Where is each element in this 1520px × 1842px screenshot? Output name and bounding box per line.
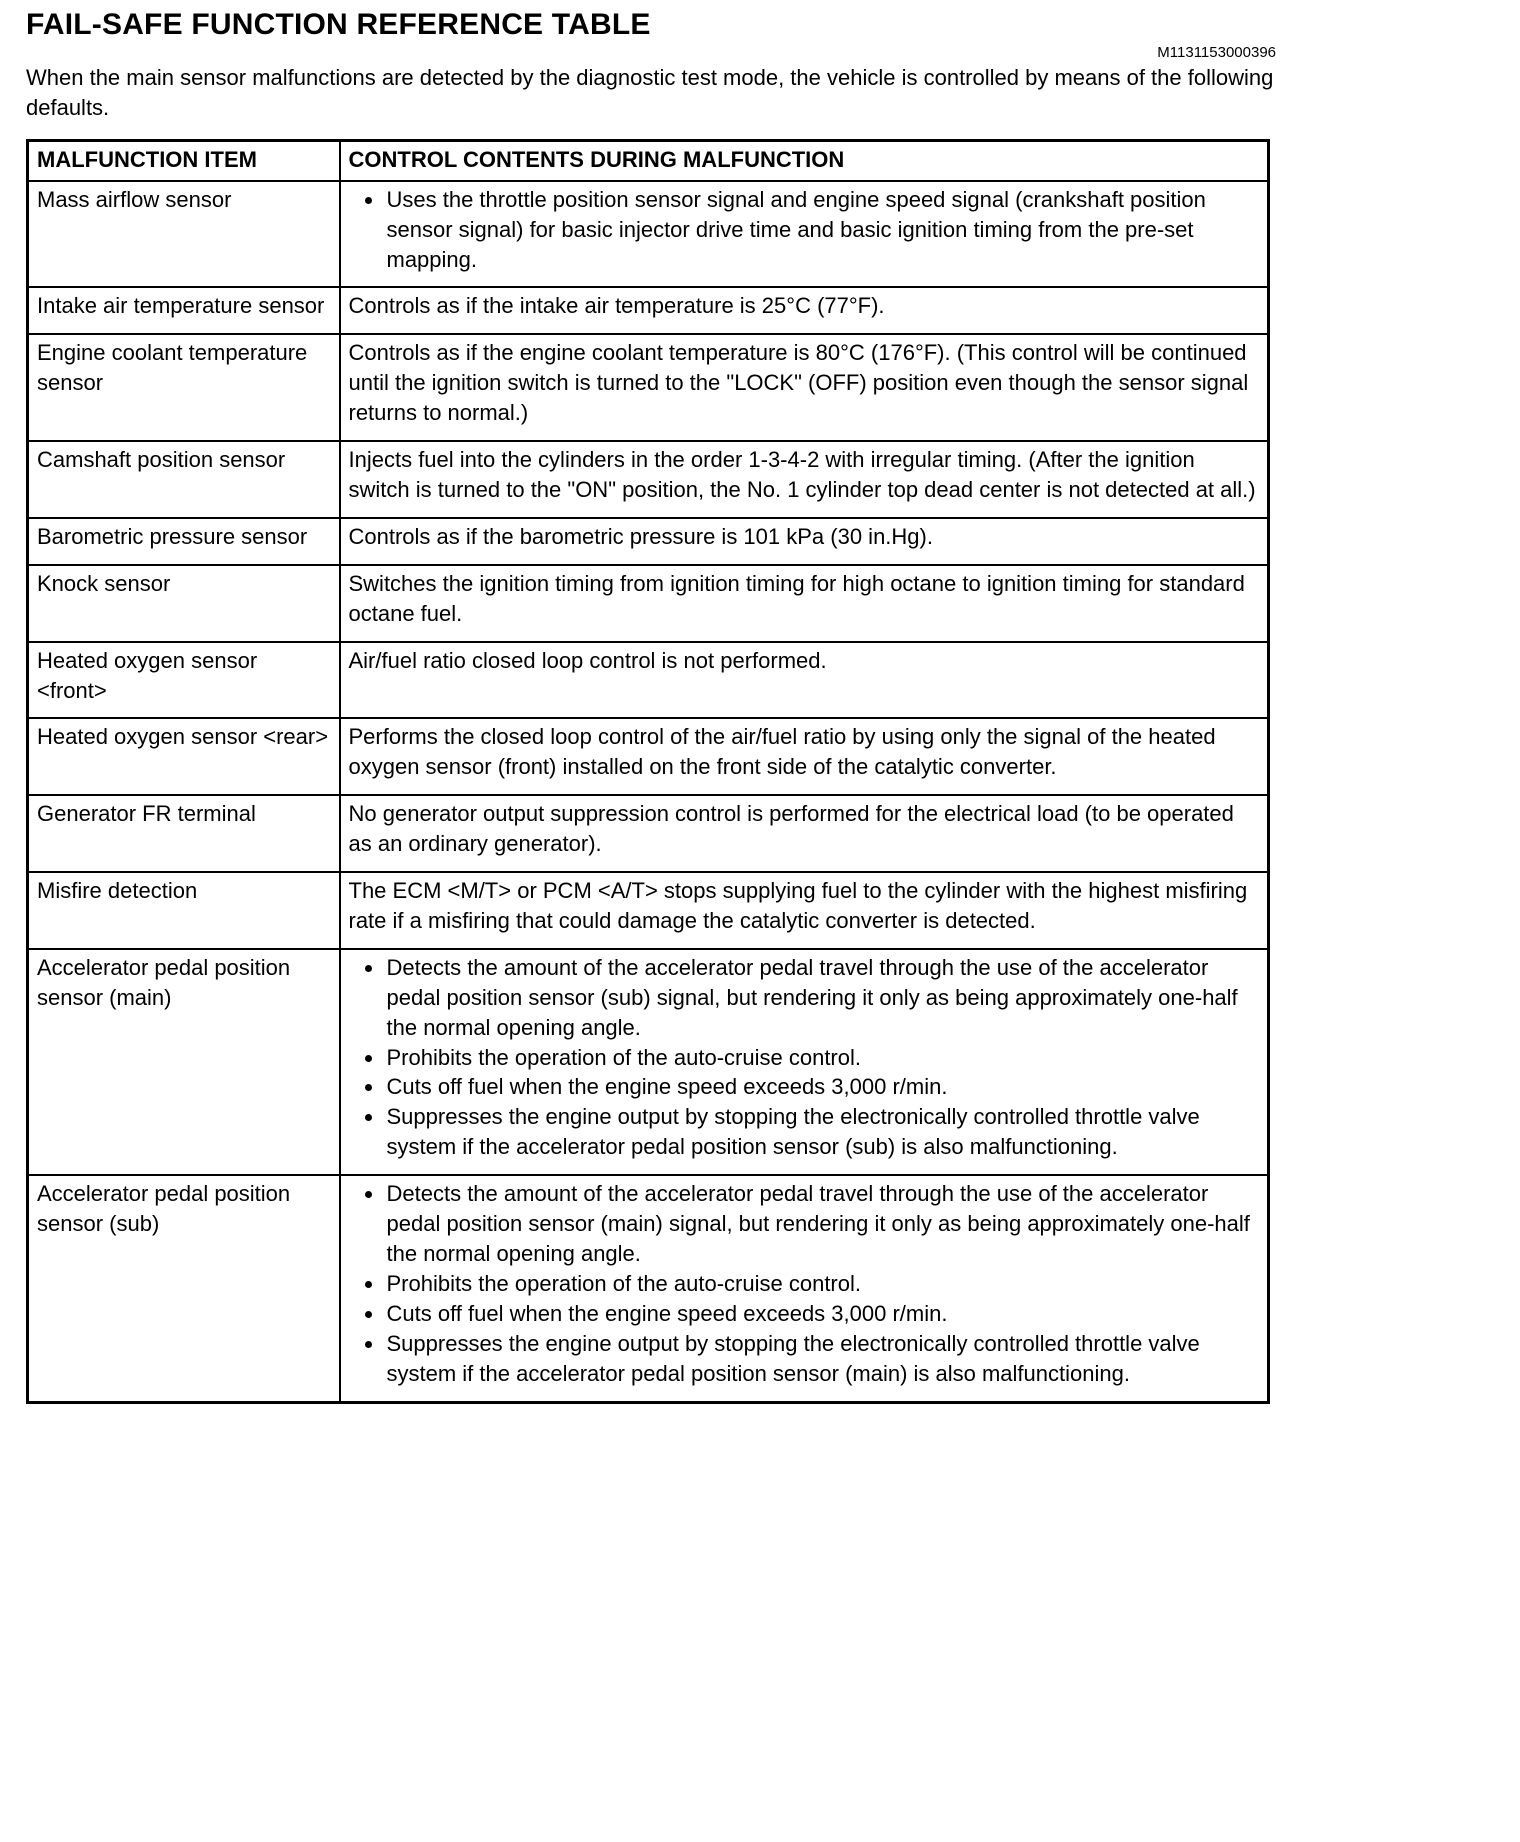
- control-contents: Controls as if the barometric pressure is 101 kPa (30 in.Hg).: [340, 518, 1269, 565]
- control-contents: Controls as if the intake air temperature is 25°C (77°F).: [340, 287, 1269, 334]
- fail-safe-table: [26, 139, 1270, 1404]
- table-row: [28, 565, 1269, 642]
- page-title: FAIL-SAFE FUNCTION REFERENCE TABLE: [26, 8, 651, 41]
- malfunction-item: Camshaft position sensor: [28, 441, 340, 518]
- malfunction-item: Heated oxygen sensor <front>: [28, 642, 340, 719]
- intro-text: When the main sensor malfunctions are detected by the diagnostic test mode, the vehicle is controlled by means of the following defaults.: [26, 65, 1274, 120]
- document-page: [26, 0, 1276, 1404]
- bullet-item: • Cuts off fuel when the engine speed exceeds 3,000 r/min.: [385, 1299, 1258, 1329]
- control-contents: The ECM <M/T> or PCM <A/T> stops supplying fuel to the cylinder with the highest misfiring rate if a misfiring that could damage the catalytic converter is detected.: [340, 872, 1269, 949]
- bullet-item: • Detects the amount of the accelerator pedal travel through the use of the accelerator pedal position sensor (sub) signal, but rendering it only as being approximately one-half the normal opening angle.: [385, 953, 1258, 1043]
- table-row: [28, 642, 1269, 719]
- bullet-item: • Detects the amount of the accelerator pedal travel through the use of the accelerator pedal position sensor (main) signal, but rendering it only as being approximately one-half the normal opening angle.: [385, 1179, 1258, 1269]
- table-row: [28, 872, 1269, 949]
- malfunction-item: Heated oxygen sensor <rear>: [28, 718, 340, 795]
- malfunction-item: Engine coolant temperature sensor: [28, 334, 340, 441]
- malfunction-item: Accelerator pedal position sensor (sub): [28, 1175, 340, 1402]
- bullet-list: [349, 953, 1258, 1162]
- malfunction-item: Intake air temperature sensor: [28, 287, 340, 334]
- control-contents: No generator output suppression control is performed for the electrical load (to be operated as an ordinary generator).: [340, 795, 1269, 872]
- bullet-item: • Suppresses the engine output by stopping the electronically controlled throttle valve system if the accelerator pedal position sensor (main) is also malfunctioning.: [385, 1329, 1258, 1389]
- malfunction-item: Barometric pressure sensor: [28, 518, 340, 565]
- malfunction-item: Mass airflow sensor: [28, 181, 340, 288]
- malfunction-item: Generator FR terminal: [28, 795, 340, 872]
- bullet-list: [349, 185, 1258, 275]
- col-header-control-contents: CONTROL CONTENTS DURING MALFUNCTION: [340, 140, 1269, 180]
- table-row: [28, 518, 1269, 565]
- table-row: [28, 795, 1269, 872]
- control-contents: Air/fuel ratio closed loop control is not performed.: [340, 642, 1269, 719]
- control-contents: [340, 1175, 1269, 1402]
- malfunction-item: Accelerator pedal position sensor (main): [28, 949, 340, 1175]
- bullet-item: • Cuts off fuel when the engine speed exceeds 3,000 r/min.: [385, 1072, 1258, 1102]
- table-row: [28, 441, 1269, 518]
- table-row: [28, 949, 1269, 1175]
- control-contents: [340, 949, 1269, 1175]
- control-contents: Controls as if the engine coolant temperature is 80°C (176°F). (This control will be continued until the ignition switch is turned to the "LOCK" (OFF) position even though the sensor signal returns to normal.): [340, 334, 1269, 441]
- table-header-row: [28, 140, 1269, 180]
- bullet-list: [349, 1179, 1258, 1388]
- table-row: [28, 334, 1269, 441]
- table-row: [28, 1175, 1269, 1402]
- control-contents: Performs the closed loop control of the air/fuel ratio by using only the signal of the heated oxygen sensor (front) installed on the front side of the catalytic converter.: [340, 718, 1269, 795]
- doc-code: M1131153000396: [1157, 44, 1276, 61]
- table-row: [28, 181, 1269, 288]
- col-header-malfunction-item: MALFUNCTION ITEM: [28, 140, 340, 180]
- malfunction-item: Knock sensor: [28, 565, 340, 642]
- bullet-item: • Uses the throttle position sensor signal and engine speed signal (crankshaft position sensor signal) for basic injector drive time and basic ignition timing from the pre-set mapping.: [385, 185, 1258, 275]
- bullet-item: • Prohibits the operation of the auto-cruise control.: [385, 1269, 1258, 1299]
- table-row: [28, 287, 1269, 334]
- bullet-item: • Suppresses the engine output by stopping the electronically controlled throttle valve system if the accelerator pedal position sensor (sub) is also malfunctioning.: [385, 1102, 1258, 1162]
- control-contents: Injects fuel into the cylinders in the order 1-3-4-2 with irregular timing. (After the ignition switch is turned to the "ON" position, the No. 1 cylinder top dead center is not detected at all.): [340, 441, 1269, 518]
- malfunction-item: Misfire detection: [28, 872, 340, 949]
- control-contents: Switches the ignition timing from ignition timing for high octane to ignition timing for standard octane fuel.: [340, 565, 1269, 642]
- bullet-item: • Prohibits the operation of the auto-cruise control.: [385, 1043, 1258, 1073]
- control-contents: [340, 181, 1269, 288]
- table-row: [28, 718, 1269, 795]
